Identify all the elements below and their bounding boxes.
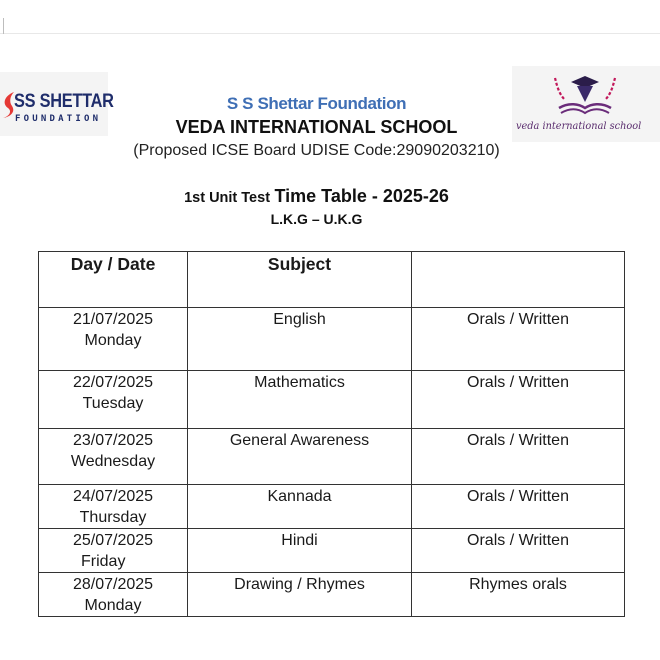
classes-line: L.K.G – U.K.G [270, 211, 363, 227]
day-text: Monday [84, 332, 142, 349]
table-row [39, 485, 625, 529]
udise-code-line: (Proposed ICSE Board UDISE Code:29090203210) [133, 142, 500, 159]
date-text: 22/07/2025 [72, 374, 154, 391]
date-text: 25/07/2025 [72, 532, 154, 549]
logo-left-subtitle: FOUNDATION [15, 114, 102, 124]
day-date-cell [39, 429, 188, 485]
day-text: Wednesday [70, 453, 156, 470]
subject-cell: Drawing / Rhymes [188, 573, 412, 617]
page-corner-mark [3, 18, 4, 34]
day-text: Friday [81, 553, 126, 570]
subject-cell: General Awareness [188, 429, 412, 485]
subject-cell: Mathematics [188, 371, 412, 429]
subject-cell: Kannada [188, 485, 412, 529]
mode-cell: Orals / Written [412, 429, 625, 485]
day-date-cell [39, 573, 188, 617]
date-text: 21/07/2025 [72, 311, 154, 328]
day-date-cell [39, 308, 188, 371]
logo-right-name: veda international school [516, 120, 642, 132]
table-row [39, 573, 625, 617]
mode-cell: Orals / Written [412, 308, 625, 371]
table-row [39, 429, 625, 485]
day-date-cell [39, 371, 188, 429]
ss-shettar-logo [0, 72, 114, 136]
day-date-cell [39, 529, 188, 573]
graduation-book-icon [543, 68, 627, 118]
table-header-row [39, 252, 625, 308]
table-row [39, 308, 625, 371]
mode-cell: Rhymes orals [412, 573, 625, 617]
title-main: Time Table - 2025-26 [274, 186, 449, 206]
timetable-title [100, 186, 533, 207]
mode-cell: Orals / Written [412, 529, 625, 573]
table-row [39, 529, 625, 573]
page-top-edge [0, 0, 660, 34]
date-text: 28/07/2025 [72, 576, 154, 593]
foundation-name: S S Shettar Foundation [226, 94, 407, 113]
mode-cell: Orals / Written [412, 485, 625, 529]
subject-cell: Hindi [188, 529, 412, 573]
header-mode [412, 252, 625, 308]
table-row [39, 371, 625, 429]
date-text: 23/07/2025 [72, 432, 154, 449]
day-text: Tuesday [82, 395, 144, 412]
header-subject: Subject [188, 252, 412, 308]
veda-school-logo [512, 66, 660, 142]
title-prefix: 1st Unit Test [184, 190, 271, 206]
date-text: 24/07/2025 [72, 488, 154, 505]
day-date-cell [39, 485, 188, 529]
logo-left-title: SS SHETTAR [14, 91, 114, 112]
day-text: Thursday [79, 509, 147, 526]
subject-cell: English [188, 308, 412, 371]
day-text: Monday [84, 597, 142, 614]
mode-cell: Orals / Written [412, 371, 625, 429]
header-day-date: Day / Date [39, 252, 188, 308]
timetable-table [38, 251, 625, 617]
school-name: VEDA INTERNATIONAL SCHOOL [175, 117, 458, 137]
